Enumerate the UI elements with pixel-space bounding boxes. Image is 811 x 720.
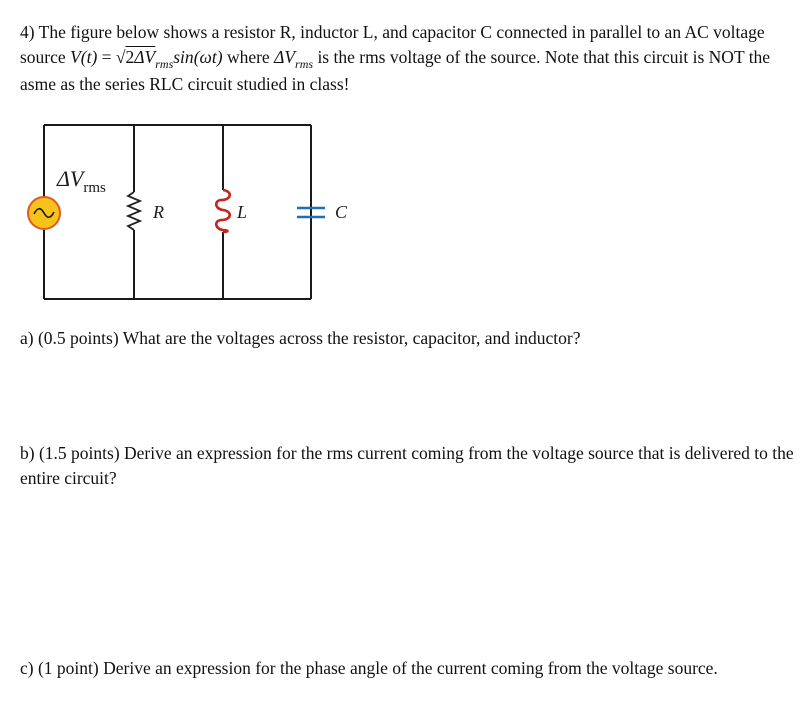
source-label-sub: rms: [83, 180, 106, 196]
part-b-question: b) (1.5 points) Derive an expression for the rms current coming from the voltage source that is delivered to the entire circuit?: [20, 443, 794, 488]
resistor-icon: [128, 192, 140, 230]
part-a-question: a) (0.5 points) What are the voltages across the resistor, capacitor, and inductor?: [20, 328, 581, 348]
capacitor-label: C: [335, 202, 348, 222]
sin-text: sin: [173, 47, 194, 67]
intro-text-2: where: [222, 47, 275, 67]
equals-sign: =: [97, 47, 116, 67]
v-of-t: V(t): [70, 47, 98, 67]
circuit-wires: [44, 125, 311, 299]
delta-v-rms: ΔV: [274, 47, 296, 67]
parallel-rlc-circuit-diagram: [15, 120, 348, 305]
inductor-icon: [216, 190, 230, 232]
resistor-label: R: [153, 202, 164, 222]
source-label-main: ΔV: [57, 166, 84, 191]
intro-text-3: is the rms voltage of the source. Note that this circuit is NOT the asme as the series RLC circuit studied in class!: [20, 47, 771, 94]
rms-subscript-2: rms: [295, 57, 314, 71]
ac-source: [28, 197, 60, 229]
omega-t: (ωt): [193, 47, 223, 67]
sqrt-icon: √: [115, 47, 126, 67]
delta-v: ΔV: [134, 47, 156, 67]
sqrt-argument: [126, 47, 156, 67]
sqrt-arg-value: 2: [125, 47, 135, 67]
inductor-label: L: [237, 202, 248, 222]
intro-text-1: 4) The figure below shows a resistor R, inductor L, and capacitor C connected in parallel to an AC voltage source: [20, 22, 765, 67]
source-label: [56, 166, 106, 196]
rms-subscript: rms: [155, 57, 174, 71]
question-intro: [20, 20, 795, 97]
part-c-question: c) (1 point) Derive an expression for the phase angle of the current coming from the voltage source.: [20, 658, 718, 678]
